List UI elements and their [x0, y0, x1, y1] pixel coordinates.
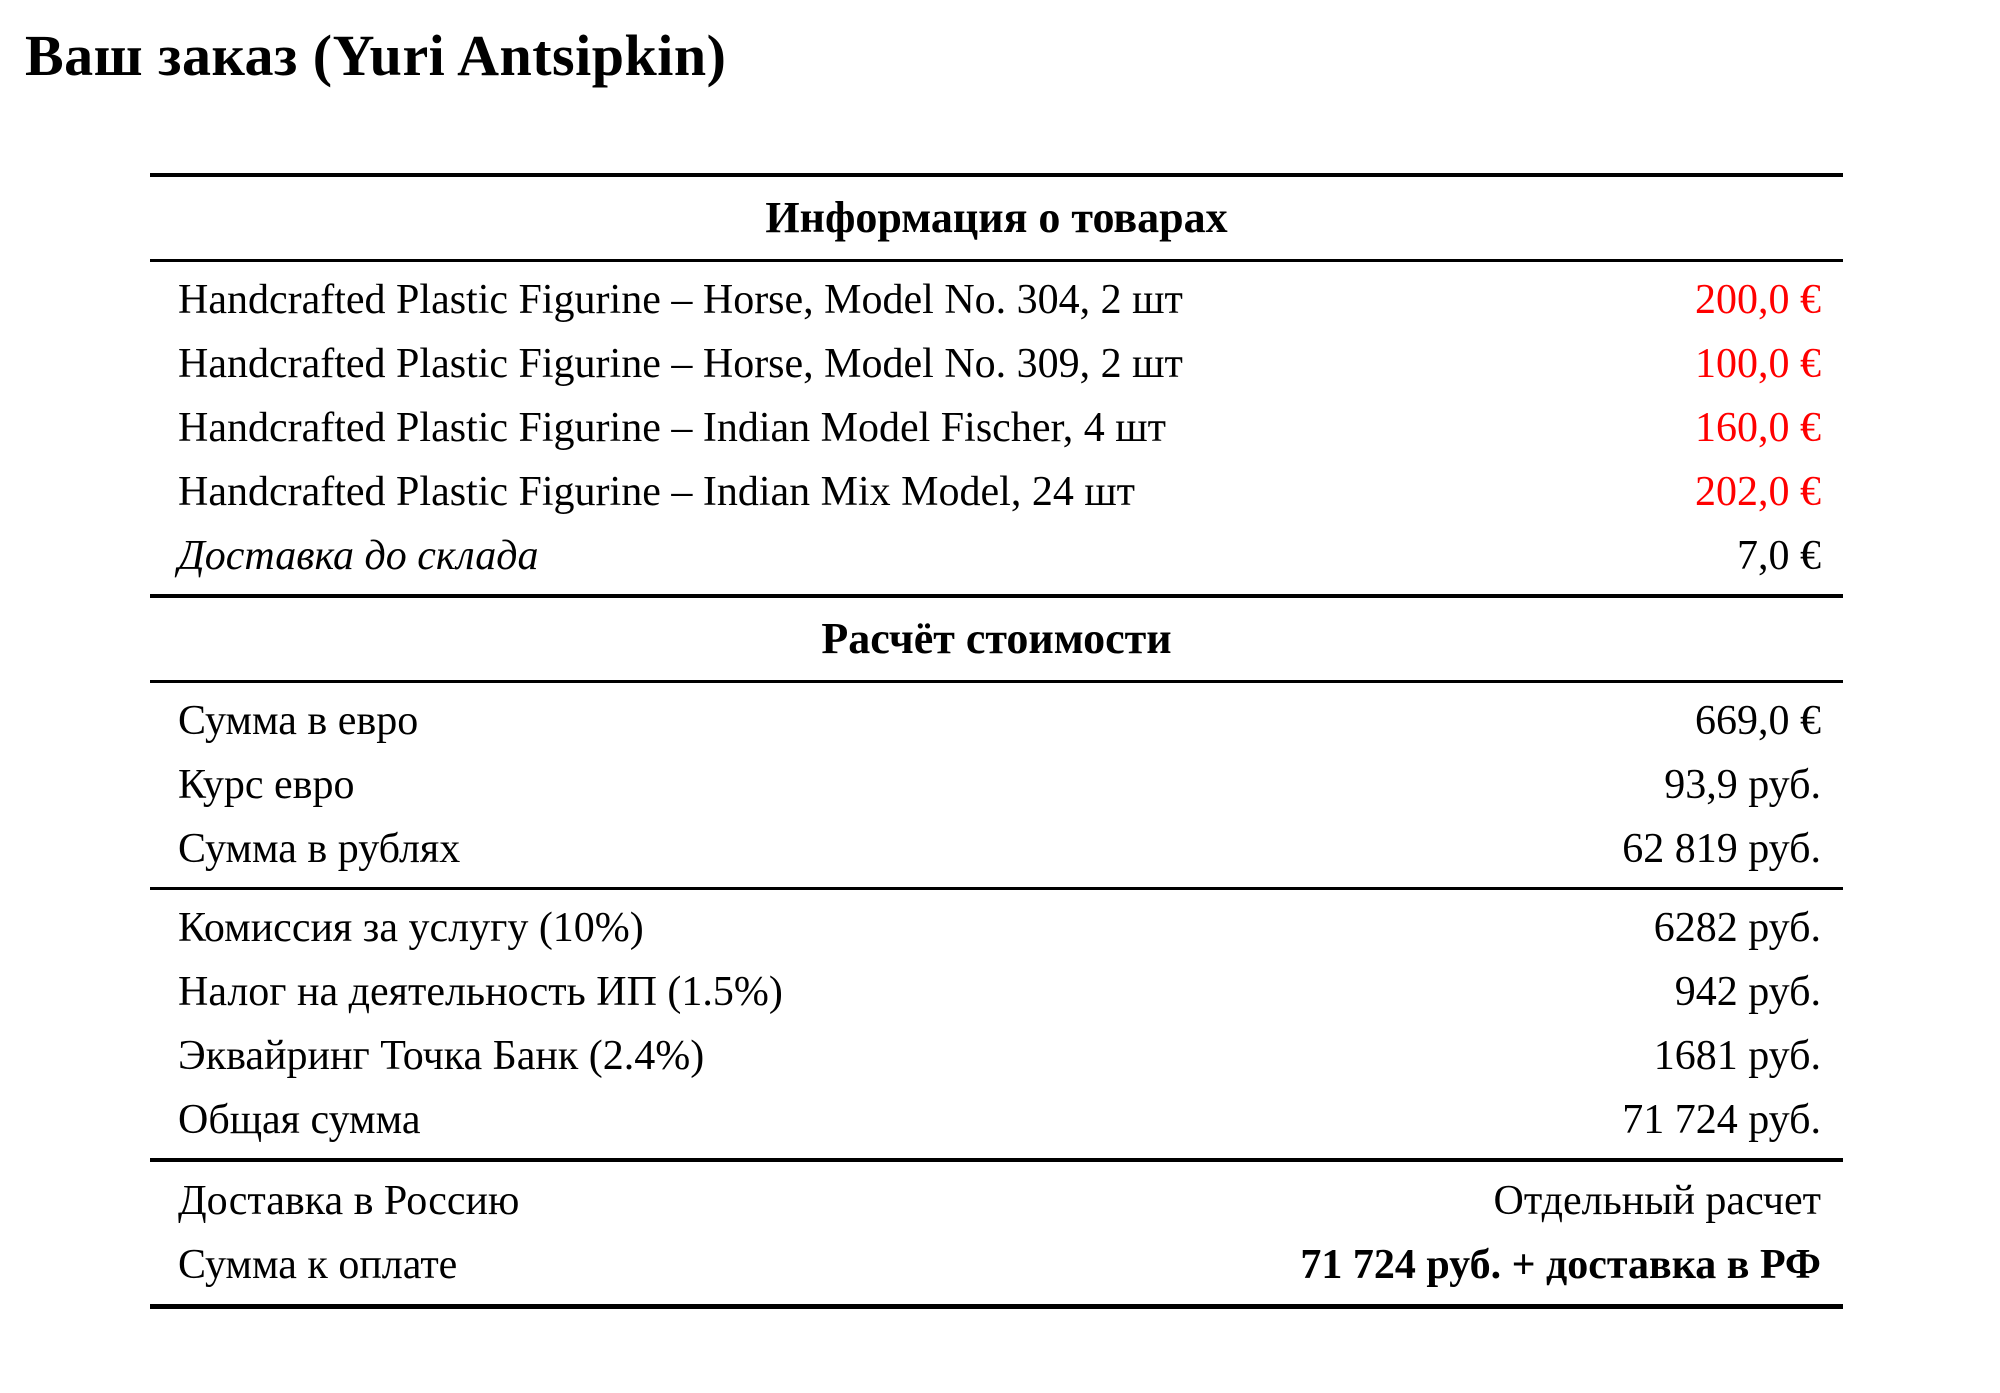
product-row — [150, 460, 1843, 524]
product-row — [150, 268, 1843, 332]
calc-row — [150, 753, 1843, 817]
fee-label: Комиссия за услугу (10%) — [178, 905, 644, 951]
product-price: 200,0 € — [1695, 277, 1821, 323]
grand-total-row — [150, 1088, 1843, 1152]
warehouse-shipping-row — [150, 524, 1843, 588]
grand-total-label: Общая сумма — [178, 1097, 421, 1143]
fee-value: 942 руб. — [1674, 969, 1821, 1015]
product-row — [150, 332, 1843, 396]
amount-due-row — [150, 1233, 1843, 1297]
fee-row — [150, 1024, 1843, 1088]
calc-value: 93,9 руб. — [1664, 762, 1821, 808]
amount-due-label: Сумма к оплате — [178, 1242, 458, 1288]
amount-due-value: 71 724 руб. + доставка в РФ — [1300, 1242, 1821, 1288]
product-label: Handcrafted Plastic Figurine – Horse, Model No. 304, 2 шт — [178, 277, 1183, 323]
calc-label: Сумма в рублях — [178, 826, 461, 872]
fee-value: 1681 руб. — [1653, 1033, 1821, 1079]
fee-label: Налог на деятельность ИП (1.5%) — [178, 969, 783, 1015]
fee-value: 6282 руб. — [1653, 905, 1821, 951]
product-label: Handcrafted Plastic Figurine – Horse, Model No. 309, 2 шт — [178, 341, 1183, 387]
eur-rows — [150, 683, 1843, 887]
product-price: 100,0 € — [1695, 341, 1821, 387]
product-label: Handcrafted Plastic Figurine – Indian Mix Model, 24 шт — [178, 469, 1136, 515]
final-rows — [150, 1162, 1843, 1304]
fees-rows — [150, 890, 1843, 1158]
fee-row — [150, 960, 1843, 1024]
calc-row — [150, 817, 1843, 881]
grand-total-value: 71 724 руб. — [1622, 1097, 1821, 1143]
warehouse-shipping-label: Доставка до склада — [178, 533, 539, 579]
product-price: 202,0 € — [1695, 469, 1821, 515]
order-table — [150, 173, 1843, 1309]
russia-shipping-row — [150, 1169, 1843, 1233]
fee-row — [150, 896, 1843, 960]
calc-value: 669,0 € — [1695, 698, 1821, 744]
divider-bottom — [150, 1304, 1843, 1309]
russia-shipping-label: Доставка в Россию — [178, 1178, 520, 1224]
warehouse-shipping-price: 7,0 € — [1737, 533, 1821, 579]
product-price: 160,0 € — [1695, 405, 1821, 451]
products-rows — [150, 262, 1843, 594]
page-title: Ваш заказ (Yuri Antsipkin) — [25, 23, 727, 88]
products-section-header: Информация о товарах — [765, 193, 1228, 242]
calc-label: Сумма в евро — [178, 698, 419, 744]
product-label: Handcrafted Plastic Figurine – Indian Model Fischer, 4 шт — [178, 405, 1166, 451]
calc-value: 62 819 руб. — [1622, 826, 1821, 872]
fee-label: Эквайринг Точка Банк (2.4%) — [178, 1033, 705, 1079]
russia-shipping-value: Отдельный расчет — [1493, 1178, 1821, 1224]
calc-row — [150, 689, 1843, 753]
product-row — [150, 396, 1843, 460]
calc-label: Курс евро — [178, 762, 355, 808]
calculation-section-header: Расчёт стоимости — [821, 614, 1172, 663]
